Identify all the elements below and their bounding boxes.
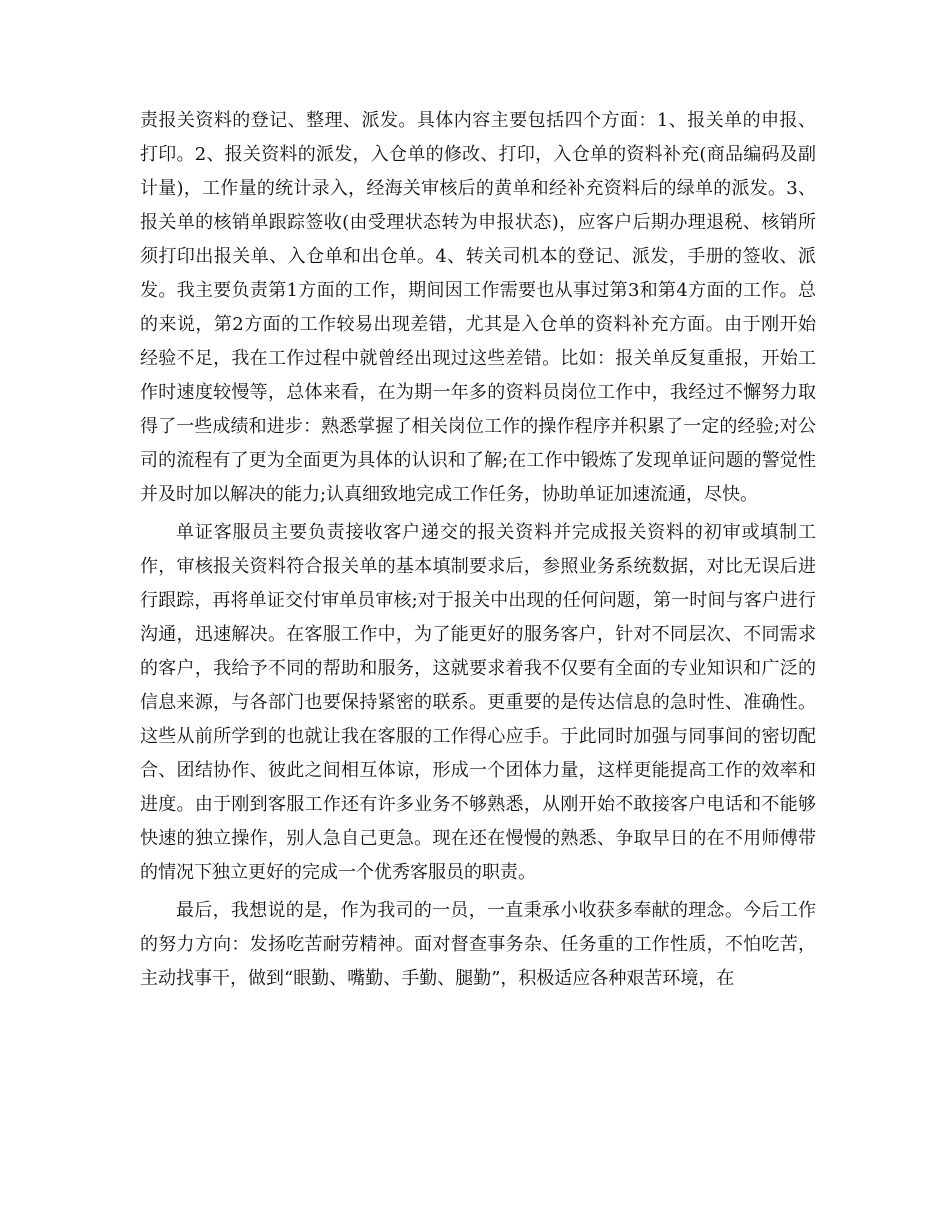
paragraph-2: 单证客服员主要负责接收客户递交的报关资料并完成报关资料的初审或填制工作，审核报关资料符合报关单的基本填制要求后，参照业务系统数据，对比无误后进行跟踪，再将单证交付审单员审核;对于报关中出现的任何问题，第一时间与客户进行沟通，迅速解决。在客服工作中，为了能更好的服务客户，针对不同层次、不同需求的客户，我给予不同的帮助和服务，这就要求着我不仅要有全面的专业知识和广泛的信息来源，与各部门也要保持紧密的联系。更重要的是传达信息的急时性、准确性。这些从前所学到的也就让我在客服的工作得心应手。于此同时加强与同事间的密切配合、团结协作、彼此之间相互体谅，形成一个团体力量，这样更能提高工作的效率和进度。由于刚到客服工作还有许多业务不够熟悉，从刚开始不敢接客户电话和不能够快速的独立操作，别人急自己更急。现在还在慢慢的熟悉、争取早日的在不用师傅带的情况下独立更好的完成一个优秀客服员的职责。 [140,522,816,883]
paragraph-3: 最后，我想说的是，作为我司的一员，一直秉承小收获多奉献的理念。今后工作的努力方向：发扬吃苦耐劳精神。面对督查事务杂、任务重的工作性质，不怕吃苦，主动找事干，做到“眼勤、嘴勤、手勤、腿勤”，积极适应各种艰苦环境，在 [140,900,816,989]
paragraph-1: 责报关资料的登记、整理、派发。具体内容主要包括四个方面：1、报关单的申报、打印。2、报关资料的派发，入仓单的修改、打印，入仓单的资料补充(商品编码及副计量)，工作量的统计录入，经海关审核后的黄单和经补充资料后的绿单的派发。3、报关单的核销单跟踪签收(由受理状态转为申报状态)，应客户后期办理退税、核销所须打印出报关单、入仓单和出仓单。4、转关司机本的登记、派发，手册的签收、派发。我主要负责第1方面的工作，期间因工作需要也从事过第3和第4方面的工作。总的来说，第2方面的工作较易出现差错，尤其是入仓单的资料补充方面。由于刚开始经验不足，我在工作过程中就曾经出现过这些差错。比如：报关单反复重报，开始工作时速度较慢等，总体来看，在为期一年多的资料员岗位工作中，我经过不懈努力取得了一些成绩和进步：熟悉掌握了相关岗位工作的操作程序并积累了一定的经验;对公司的流程有了更为全面更为具体的认识和了解;在工作中锻炼了发现单证问题的警觉性并及时加以解决的能力;认真细致地完成工作任务，协助单证加速流通，尽快。 [140,110,816,505]
document-page [140,104,816,996]
